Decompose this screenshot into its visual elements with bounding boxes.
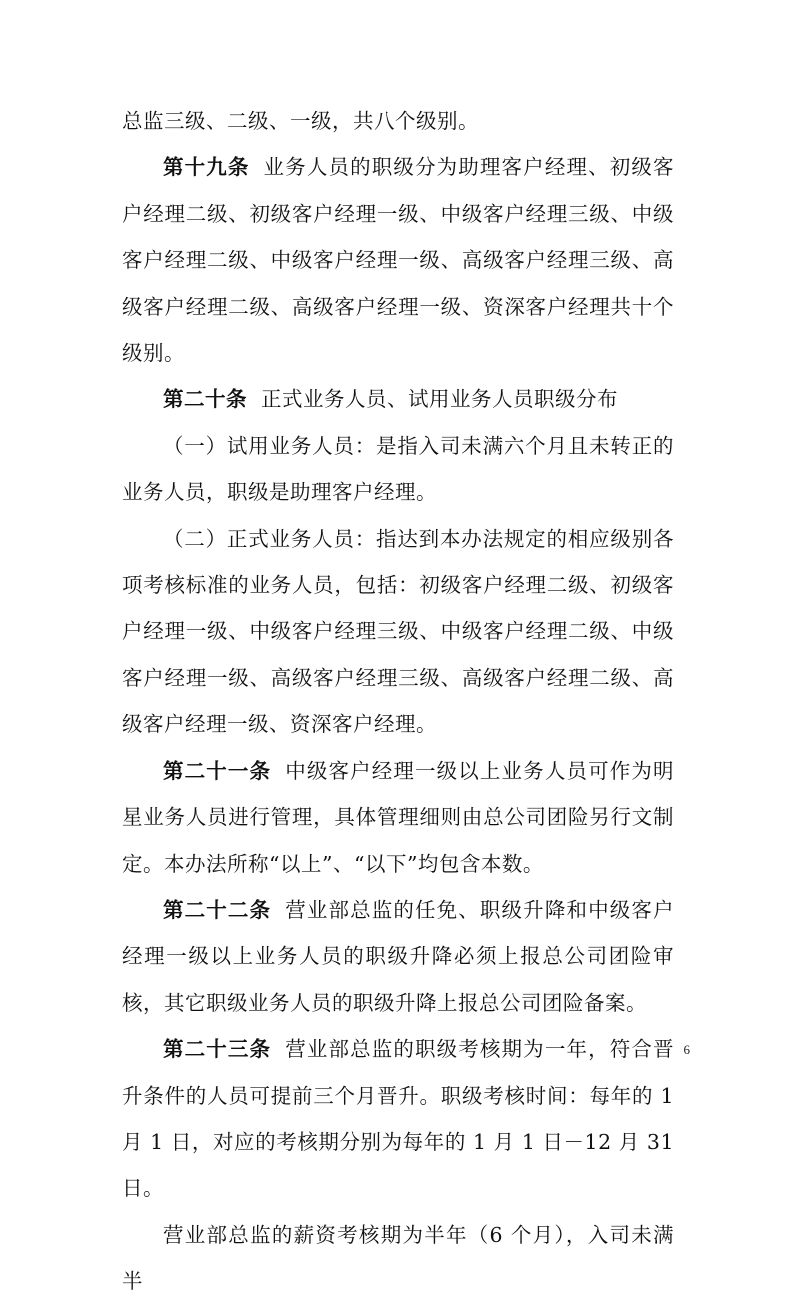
document-body [122, 98, 674, 1305]
page-number: 6 [683, 1042, 690, 1057]
clause-text: （二）正式业务人员：指达到本办法规定的相应级别各项考核标准的业务人员，包括：初级客户经理二级、初级客户经理一级、中级客户经理三级、中级客户经理二级、中级客户经理一级、高级客户经理三级、高级客户经理二级、高级客户经理一级、资深客户经理。 [122, 526, 674, 737]
clause-1 [122, 423, 674, 516]
article-text: 中级客户经理一级以上业务人员可作为明星业务人员进行管理，具体管理细则由总公司团险另行文制定。本办法所称“以上”、“以下”均包含本数。 [122, 758, 675, 876]
article-text: 正式业务人员、试用业务人员职级分布 [261, 387, 618, 412]
article-heading: 第二十二条 [163, 897, 272, 922]
article-23 [122, 1026, 674, 1212]
paragraph-text: 营业部总监的薪资考核期为半年（6 个月），入司未满半 [122, 1222, 674, 1294]
article-22 [122, 887, 674, 1026]
article-text: 营业部总监的任免、职级升降和中级客户经理一级以上业务人员的职级升降必须上报总公司团险审核，其它职级业务人员的职级升降上报总公司团险备案。 [122, 897, 675, 1015]
clause-2 [122, 516, 674, 748]
article-20 [122, 376, 674, 422]
paragraph-salary-review [122, 1212, 674, 1305]
clause-text: （一）试用业务人员：是指入司未满六个月且未转正的业务人员，职级是助理客户经理。 [122, 433, 674, 505]
article-text: 业务人员的职级分为助理客户经理、初级客户经理二级、初级客户经理一级、中级客户经理三级、中级客户经理二级、中级客户经理一级、高级客户经理三级、高级客户经理二级、高级客户经理一级、资深客户经理共十个级别。 [122, 155, 675, 366]
article-21 [122, 748, 674, 887]
article-text: 营业部总监的职级考核期为一年，符合晋升条件的人员可提前三个月晋升。职级考核时间：每年的 1 月 1 日，对应的考核期分别为每年的 1 月 1 日－12 月 31 日。 [122, 1037, 675, 1201]
article-heading: 第二十一条 [163, 758, 272, 783]
article-heading: 第二十条 [163, 387, 247, 412]
paragraph-continuation: 总监三级、二级、一级，共八个级别。 [122, 109, 479, 133]
article-heading: 第二十三条 [163, 1037, 272, 1062]
article-heading: 第十九条 [163, 155, 250, 180]
article-19 [122, 144, 674, 376]
